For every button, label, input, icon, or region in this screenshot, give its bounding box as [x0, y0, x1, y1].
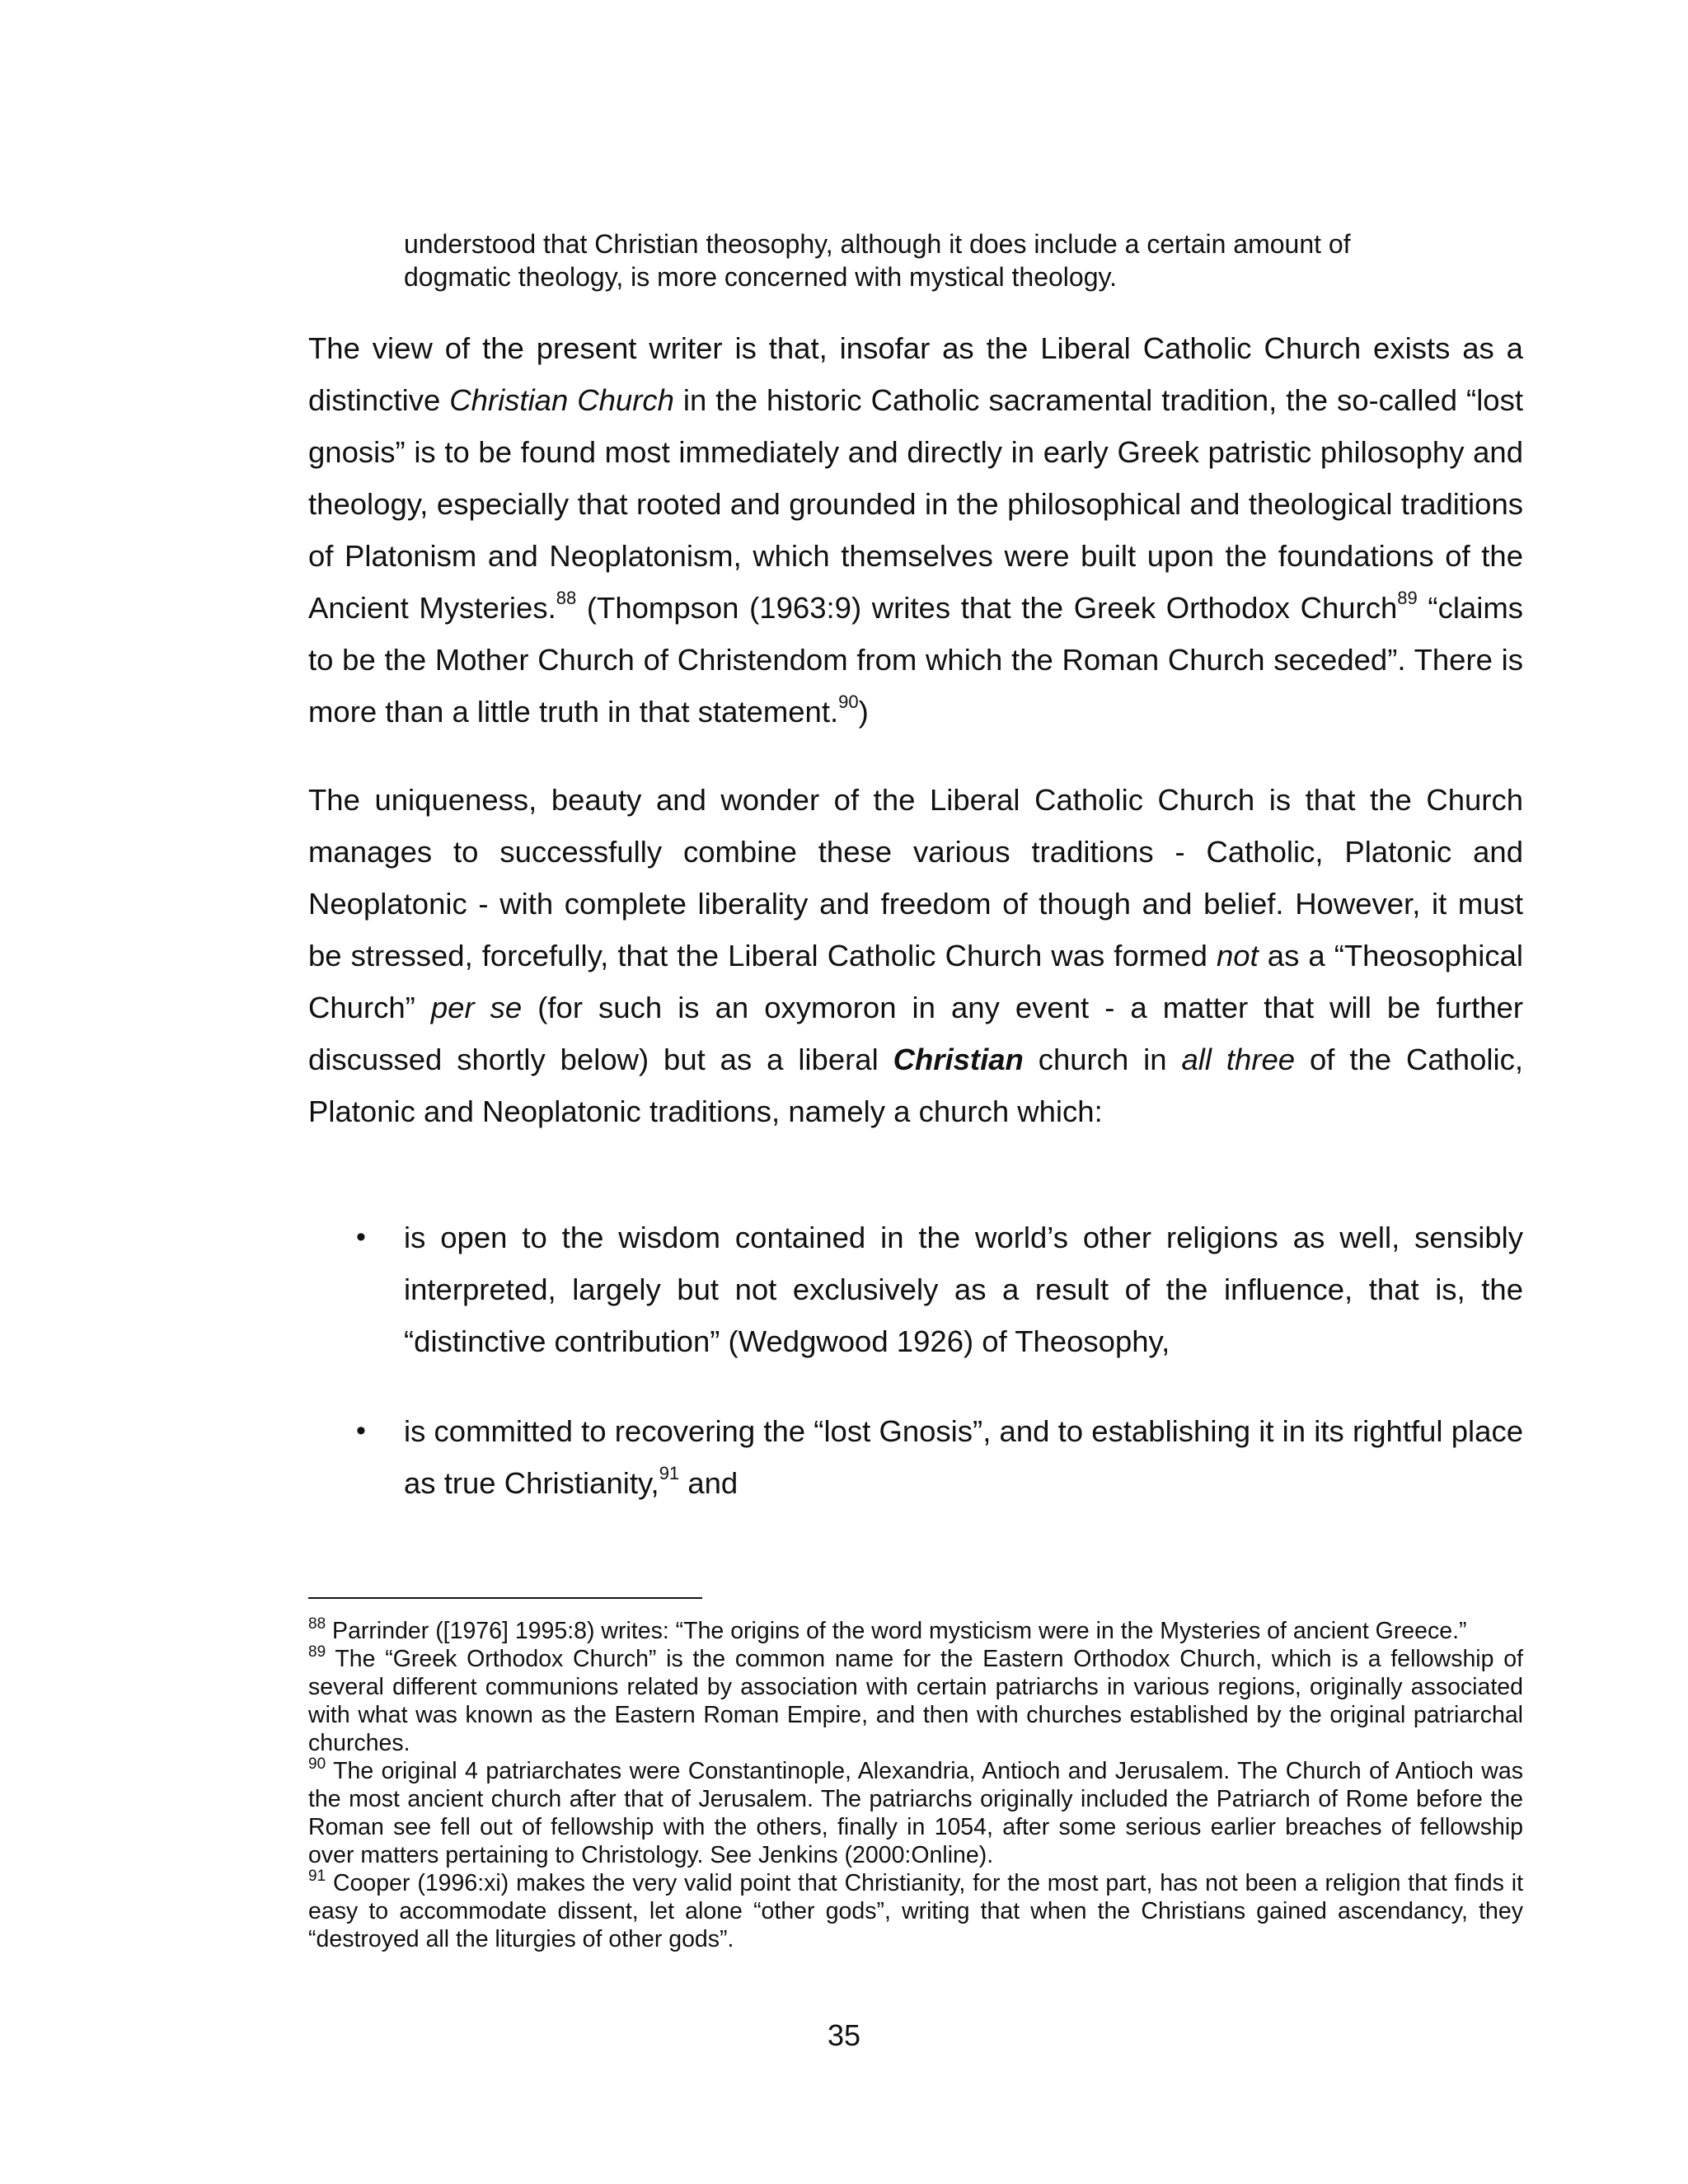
body-paragraph-1	[308, 322, 1523, 738]
page-number: 35	[827, 2018, 861, 2052]
footnote-number: 91	[308, 1867, 326, 1885]
emphasis-text: all three	[1181, 1043, 1296, 1076]
bullet-icon: •	[356, 1221, 366, 1253]
list-item-text: is open to the wisdom contained in the world’s other religions as well, sensibly interpreted, largely but not exclusively as a result of the influence, that is, the “distinctive contribution” (Wedgwood 1926) of Theosophy,	[404, 1221, 1523, 1358]
emphasis-text: Christian Church	[449, 383, 674, 417]
footnote-ref-90[interactable]: 90	[838, 691, 859, 712]
body-paragraph-2	[308, 774, 1523, 1137]
emphasis-text: not	[1216, 939, 1259, 972]
paragraph-text: as a “Theosophical Church”	[308, 939, 1524, 1024]
footnote-90	[308, 1757, 1523, 1869]
strong-emphasis-text: Christian	[893, 1043, 1024, 1076]
emphasis-text: per se	[430, 991, 523, 1024]
list-item-text: is committed to recovering the “lost Gnosis”, and to establishing it in its rightful place as true Christianity,	[404, 1414, 1523, 1500]
paragraph-text: (for such is an oxymoron in any event - a matter that will be further discussed shortly below) but as a liberal	[308, 991, 1523, 1076]
footnote-text: Parrinder ([1976] 1995:8) writes: “The origins of the word mysticism were in the Mysteries of ancient Greece.”	[326, 1618, 1467, 1644]
footnote-text: The “Greek Orthodox Church” is the common name for the Eastern Orthodox Church, which is a fellowship of several different communions related by association with certain patriarchs in various regions, originally associated with what was known as the Eastern Roman Empire, and then with churches established by the original patriarchal churches.	[308, 1646, 1523, 1756]
list-item-text: and	[679, 1466, 738, 1500]
paragraph-text: )	[858, 695, 869, 729]
footnote-number: 88	[308, 1615, 326, 1633]
footnote-text: Cooper (1996:xi) makes the very valid point that Christianity, for the most part, has not been a religion that finds it easy to accommodate dissent, let alone “other gods”, writing that when the Christians gained ascendancy, they “destroyed all the liturgies of other gods”.	[308, 1870, 1523, 1952]
bullet-list	[308, 1212, 1523, 1509]
footnote-number: 90	[308, 1755, 326, 1773]
paragraph-text: The view of the present writer is that, insofar as the Liberal Catholic Church exists as a distinctive	[308, 331, 1523, 417]
footnotes	[308, 1617, 1523, 1953]
footnote-91	[308, 1869, 1523, 1953]
bullet-icon: •	[356, 1415, 366, 1446]
paragraph-text: of the Catholic, Platonic and Neoplatonic traditions, namely a church which:	[308, 1043, 1523, 1128]
footnote-separator	[308, 1597, 702, 1599]
paragraph-text: (Thompson (1963:9) writes that the Greek Orthodox Church	[576, 591, 1398, 625]
footnote-ref-88[interactable]: 88	[556, 587, 577, 608]
paragraph-text: church in	[1023, 1043, 1182, 1076]
footnote-ref-91[interactable]: 91	[659, 1462, 680, 1483]
footnote-88	[308, 1617, 1523, 1645]
list-item	[308, 1405, 1523, 1509]
block-quote	[404, 227, 1409, 293]
footnote-number: 89	[308, 1643, 326, 1661]
block-quote-text: understood that Christian theosophy, although it does include a certain amount of dogmatic theology, is more concerned with mystical theology.	[404, 229, 1351, 292]
paragraph-text: in the historic Catholic sacramental tradition, the so-called “lost gnosis” is to be found most immediately and directly in early Greek patristic philosophy and theology, especially that rooted and grounded in the philosophical and theological traditions of Platonism and Neoplatonism, which themselves were built upon the foundations of the Ancient Mysteries.	[308, 383, 1523, 625]
paragraph-text: “claims to be the Mother Church of Christendom from which the Roman Church seceded”. There is more than a little truth in that statement.	[308, 591, 1523, 729]
footnote-ref-89[interactable]: 89	[1397, 587, 1418, 608]
footnote-89	[308, 1645, 1523, 1757]
footnote-text: The original 4 patriarchates were Constantinople, Alexandria, Antioch and Jerusalem. The Church of Antioch was the most ancient church after that of Jerusalem. The patriarchs originally included the Patriarch of Rome before the Roman see fell out of fellowship with the others, finally in 1054, after some serious earlier breaches of fellowship over matters pertaining to Christology. See Jenkins (2000:Online).	[308, 1758, 1523, 1868]
paragraph-text: The uniqueness, beauty and wonder of the Liberal Catholic Church is that the Church manages to successfully combine these various traditions - Catholic, Platonic and Neoplatonic - with complete liberality and freedom of though and belief. However, it must be stressed, forcefully, that the Liberal Catholic Church was formed	[308, 783, 1523, 972]
list-item	[308, 1212, 1523, 1367]
